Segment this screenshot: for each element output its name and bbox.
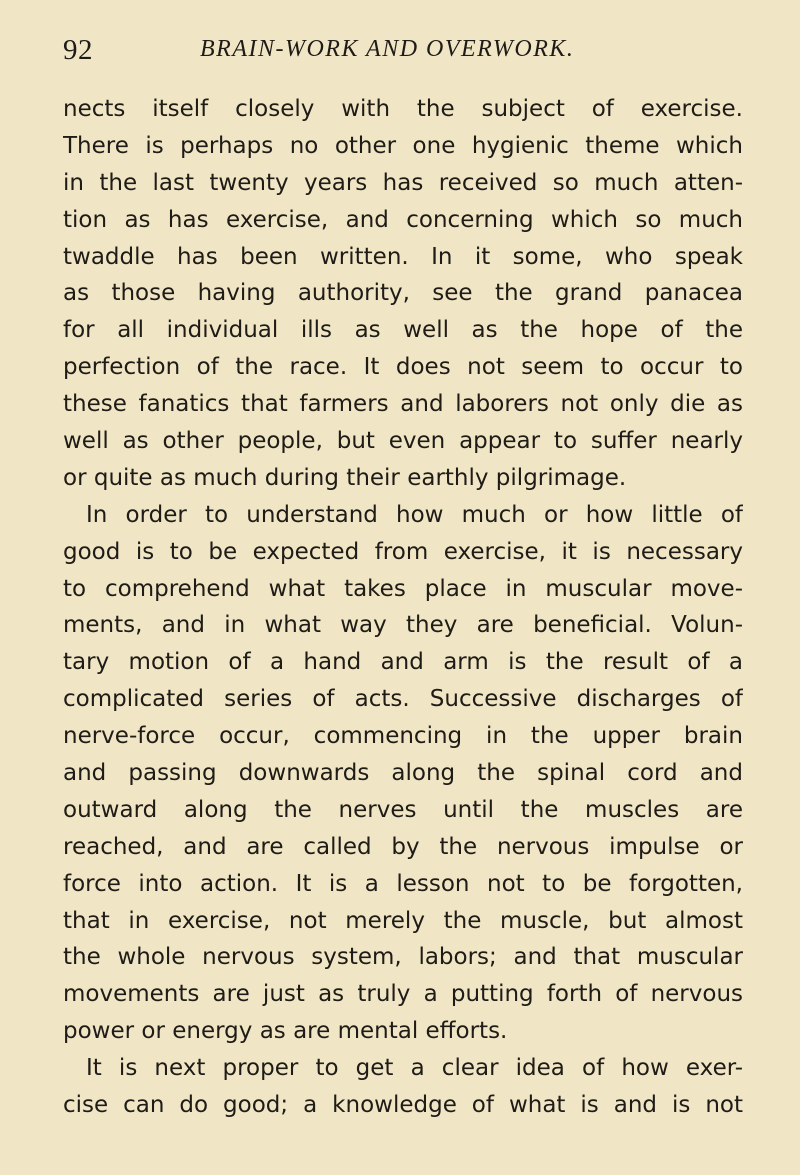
text-line: the whole nervous system, labors; and that muscular xyxy=(63,944,743,971)
text-line: tion as has exercise, and concerning which so much xyxy=(63,206,743,233)
text-line: perfection of the race. It does not seem to occur to xyxy=(63,354,743,381)
text-line: There is perhaps no other one hygienic theme which xyxy=(63,132,743,159)
text-line: reached, and are called by the nervous impulse or xyxy=(63,833,743,860)
body-text xyxy=(63,91,743,1124)
text-line: as those having authority, see the grand panacea xyxy=(63,280,743,307)
page-number: 92 xyxy=(63,34,93,66)
text-line: ments, and in what way they are beneficial. Volun- xyxy=(63,612,743,639)
text-line: well as other people, but even appear to suffer nearly xyxy=(63,428,743,455)
text-line: cise can do good; a knowledge of what is and is not xyxy=(63,1092,743,1119)
running-head: BRAIN-WORK AND OVERWORK. xyxy=(200,36,575,62)
text-line: or quite as much during their earthly pilgrimage. xyxy=(63,464,627,491)
text-line: force into action. It is a lesson not to be forgotten, xyxy=(63,870,743,897)
text-line: for all individual ills as well as the hope of the xyxy=(63,317,743,344)
text-line: twaddle has been written. In it some, who speak xyxy=(63,243,743,270)
text-line: nerve-force occur, commencing in the upper brain xyxy=(63,723,743,750)
text-line: It is next proper to get a clear idea of how exer- xyxy=(86,1055,743,1082)
text-line: movements are just as truly a putting forth of nervous xyxy=(63,981,743,1008)
text-line: good is to be expected from exercise, it is necessary xyxy=(63,538,743,565)
text-line: nects itself closely with the subject of exercise. xyxy=(63,96,743,122)
text-line: these fanatics that farmers and laborers not only die as xyxy=(63,391,743,418)
text-line: tary motion of a hand and arm is the result of a xyxy=(63,649,743,676)
text-line: outward along the nerves until the muscles are xyxy=(63,796,743,823)
text-line: and passing downwards along the spinal cord and xyxy=(63,760,743,787)
text-line: in the last twenty years has received so much atten- xyxy=(63,169,743,196)
page-header xyxy=(63,34,743,74)
text-line: power or energy as are mental efforts. xyxy=(63,1018,508,1045)
text-line: In order to understand how much or how little of xyxy=(86,501,743,528)
text-line: complicated series of acts. Successive discharges of xyxy=(63,686,743,713)
text-line: to comprehend what takes place in muscular move- xyxy=(63,575,743,602)
text-line: that in exercise, not merely the muscle, but almost xyxy=(63,907,743,934)
